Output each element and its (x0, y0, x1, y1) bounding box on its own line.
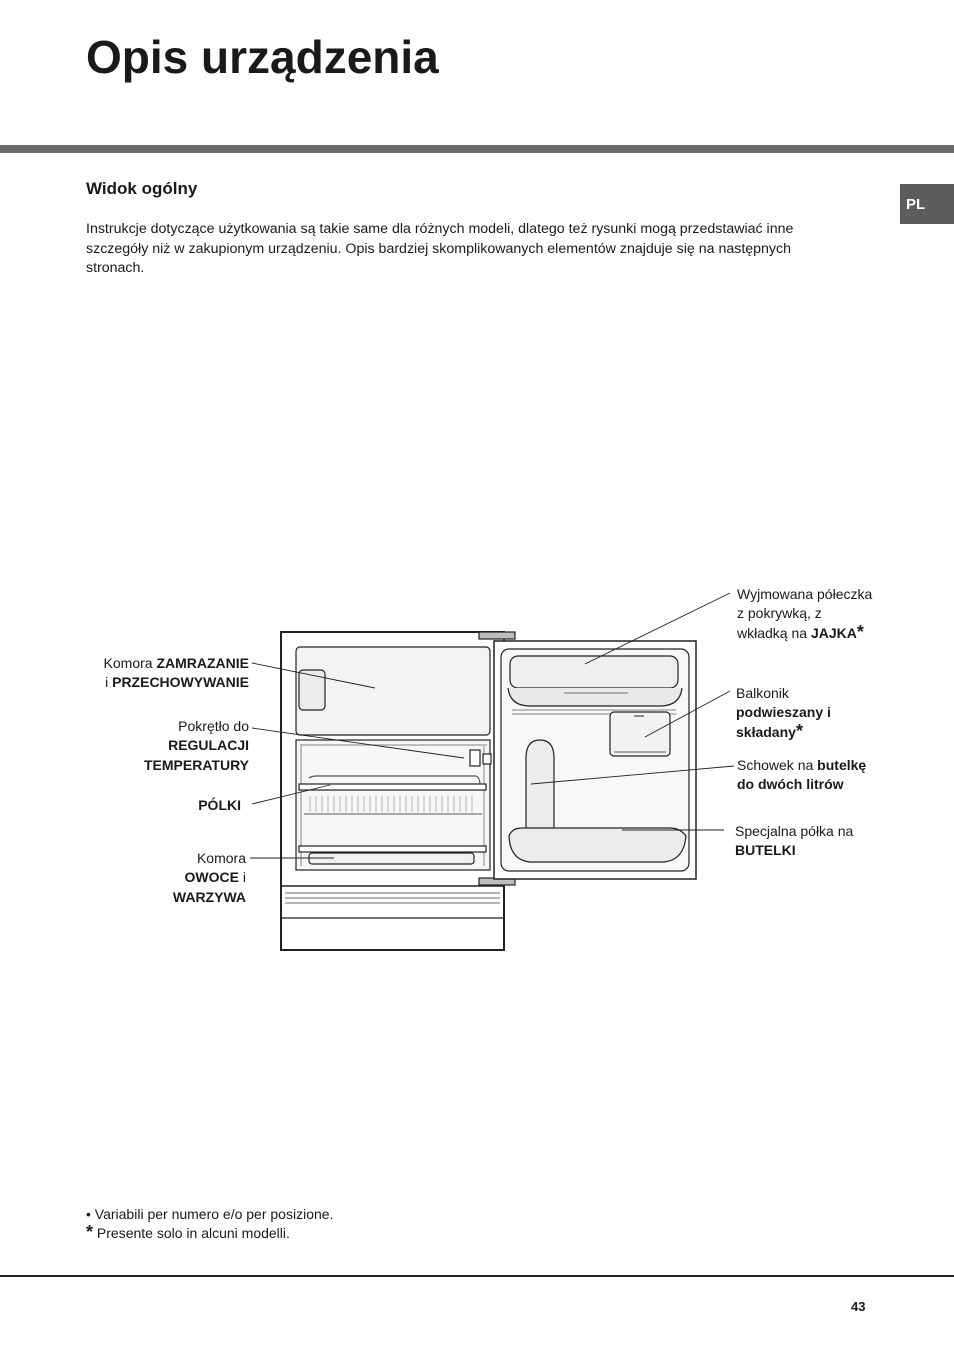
footnote-variable: • Variabili per numero e/o per posizione. (86, 1206, 334, 1222)
label-thermostat: Pokrętło do REGULACJI TEMPERATURY (144, 718, 249, 773)
thermostat-knob (470, 750, 480, 766)
freezer-door-flap (299, 670, 325, 710)
top-hinge (479, 632, 515, 639)
folding-door-shelf (610, 712, 670, 756)
intro-line-3: stronach. (86, 260, 145, 276)
label-crisper: Komora OWOCE i WARZYWA (172, 850, 246, 905)
footer-rule (0, 1275, 954, 1277)
label-door-shelf: Balkonik podwieszany i składany* (736, 685, 831, 741)
crisper-drawer (309, 853, 474, 864)
label-shelves: PÓLKI (198, 797, 241, 813)
egg-tray (510, 656, 678, 688)
footnote-optional: * Presente solo in alcuni modelli. (86, 1222, 290, 1242)
page-title: Opis urządzenia (86, 31, 439, 83)
glass-shelf-lower (299, 846, 486, 852)
page-number: 43 (851, 1299, 866, 1314)
intro-line-2: szczegóły niż w zakupionym urządzeniu. Opis bardziej skomplikowanych elementów znajduje się na następnych (86, 240, 792, 257)
language-tab: PL (900, 184, 954, 224)
glass-shelf-upper (299, 784, 486, 790)
label-freezer-compartment: Komora ZAMRAZANIE i PRZECHOWYWANIE (103, 655, 249, 691)
label-bottle-holder: Schowek na butelkę do dwóch litrów (737, 757, 867, 793)
egg-tray-base (508, 688, 682, 706)
footnotes (86, 1205, 333, 1243)
intro-line-1: Instrukcje dotyczące użytkowania są takie same dla różnych modeli, dlatego też rysunki mogą przedstawiać inne (86, 221, 794, 237)
label-bottle-shelf: Specjalna półka na BUTELKI (735, 823, 854, 859)
bottle-door-shelf (509, 828, 686, 862)
section-heading: Widok ogólny (86, 179, 198, 198)
bottle-holder (526, 740, 554, 836)
label-egg-tray: Wyjmowana półeczka z pokrywką, z wkładką na JAJKA* (737, 586, 873, 642)
